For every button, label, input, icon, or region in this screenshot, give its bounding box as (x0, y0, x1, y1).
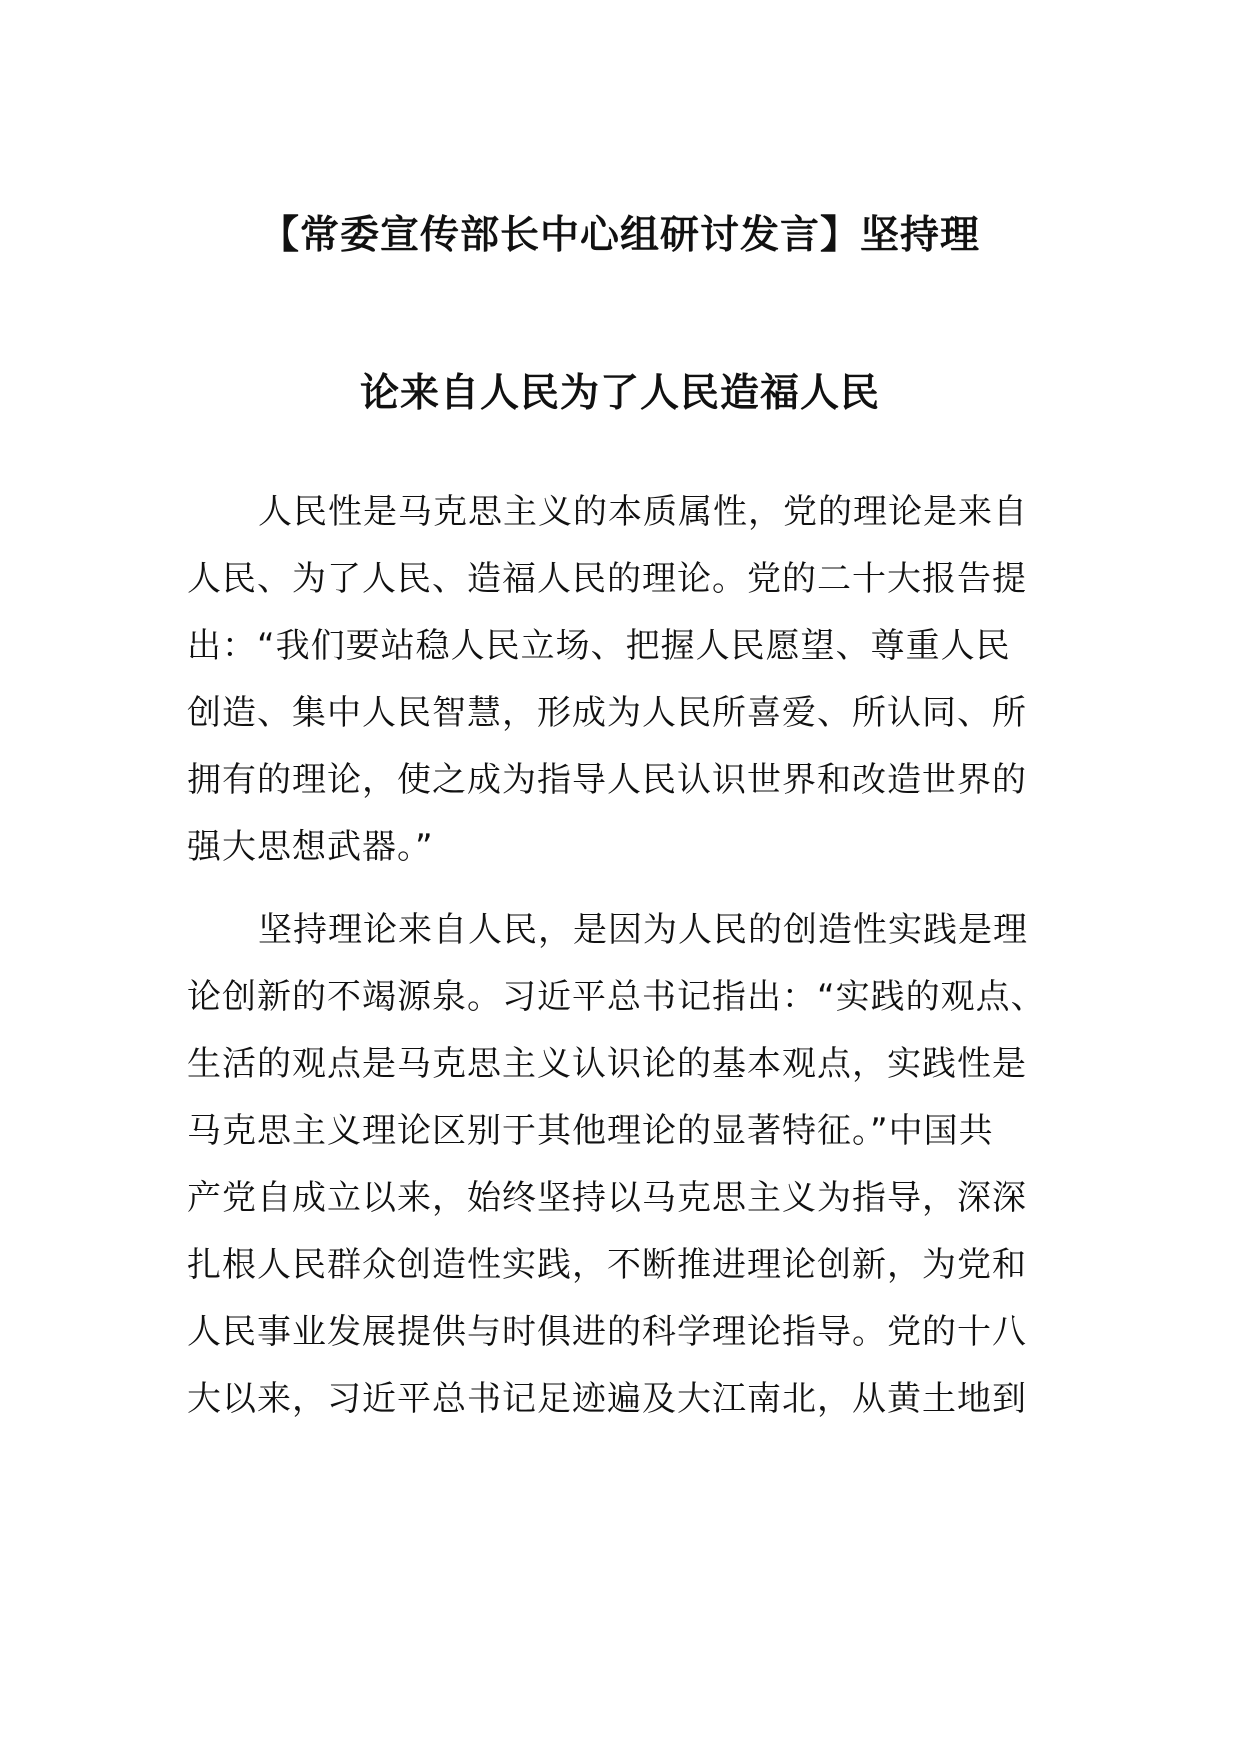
paragraph-2-line: 坚持理论来自人民，是因为人民的创造性实践是理 (258, 910, 1028, 950)
paragraph-1-line: 拥有的理论，使之成为指导人民认识世界和改造世界的 (187, 760, 1027, 800)
paragraph-2-line: 扎根人民群众创造性实践，不断推进理论创新，为党和 (187, 1245, 1027, 1285)
paragraph-2-line: 论创新的不竭源泉。习近平总书记指出：“实践的观点、 (187, 977, 1046, 1017)
paragraph-1-line: 人民、为了人民、造福人民的理论。党的二十大报告提 (187, 559, 1027, 599)
paragraph-2-line: 马克思主义理论区别于其他理论的显著特征。”中国共 (187, 1111, 994, 1151)
document-title-line-1: 【常委宣传部长中心组研讨发言】坚持理 (259, 213, 980, 258)
paragraph-2-line: 人民事业发展提供与时俱进的科学理论指导。党的十八 (187, 1312, 1027, 1352)
paragraph-2-line: 大以来，习近平总书记足迹遍及大江南北，从黄土地到 (187, 1379, 1027, 1419)
paragraph-1-line: 创造、集中人民智慧，形成为人民所喜爱、所认同、所 (187, 693, 1027, 733)
paragraph-2-line: 生活的观点是马克思主义认识论的基本观点，实践性是 (187, 1044, 1027, 1084)
paragraph-1-line: 强大思想武器。” (187, 827, 434, 867)
paragraph-1-line: 人民性是马克思主义的本质属性，党的理论是来自 (258, 492, 1028, 532)
paragraph-1-line: 出：“我们要站稳人民立场、把握人民愿望、尊重人民 (187, 626, 1011, 666)
document-title-line-2: 论来自人民为了人民造福人民 (359, 371, 880, 416)
paragraph-2-line: 产党自成立以来，始终坚持以马克思主义为指导，深深 (187, 1178, 1027, 1218)
